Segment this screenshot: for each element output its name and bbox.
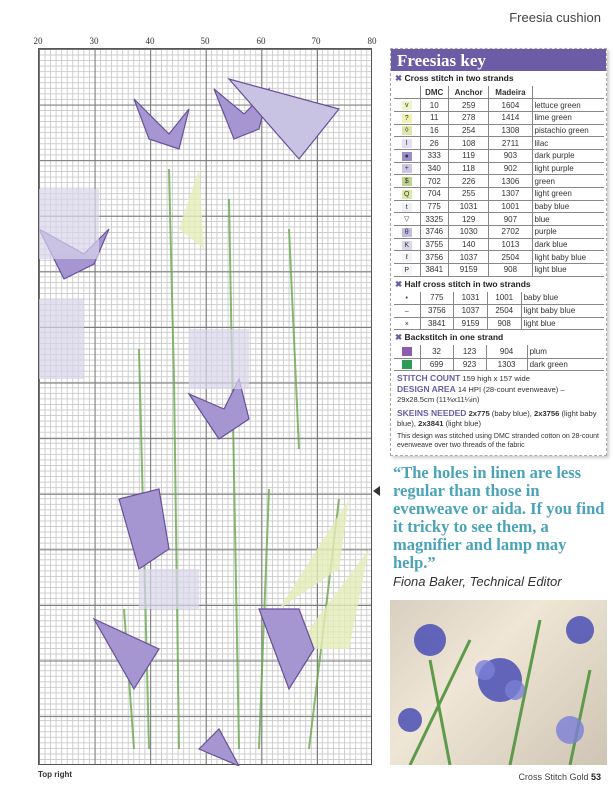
madeira: 908	[487, 317, 521, 330]
cross-stitch-table	[394, 86, 604, 277]
colour-name: dark purple	[532, 149, 604, 162]
colour-name: light blue	[532, 264, 604, 277]
note: This design was stitched using DMC stranded cotton on 28-count evenweave over two threads of the fabric	[397, 433, 599, 450]
key-row	[394, 124, 604, 137]
madeira: 2504	[487, 305, 521, 318]
dmc: 3841	[420, 264, 448, 277]
pull-quote-block	[390, 464, 607, 590]
madeira: 2504	[489, 251, 532, 264]
section-label: Half cross stitch in two strands	[404, 278, 531, 289]
key-row	[394, 292, 604, 305]
backstitch-line-icon	[394, 345, 420, 358]
dmc: 3325	[420, 213, 448, 226]
cross-icon: ✖	[395, 73, 403, 83]
dmc: 704	[420, 188, 448, 201]
dmc: 32	[420, 345, 453, 358]
skein-desc: (light baby blue),	[397, 409, 597, 429]
col-header: DMC	[420, 86, 448, 99]
key-row	[394, 226, 604, 239]
section-label: Backstitch in one strand	[404, 332, 504, 343]
anchor: 255	[448, 188, 488, 201]
madeira: 1001	[489, 200, 532, 213]
anchor: 1031	[448, 200, 488, 213]
anchor: 123	[453, 345, 486, 358]
madeira: 1308	[489, 124, 532, 137]
colour-name: baby blue	[521, 292, 604, 305]
anchor: 1037	[454, 305, 488, 318]
madeira: 2702	[489, 226, 532, 239]
key-title: Freesias key	[391, 49, 606, 71]
key-row	[394, 305, 604, 318]
col-header: Anchor	[448, 86, 488, 99]
section-label: Cross stitch in two strands	[404, 73, 514, 83]
madeira: 1013	[489, 238, 532, 251]
pull-quote: “The holes in linen are less regular than those in evenweave or aida. If you find it tricky to see them, a magnifier and lamp may help.”	[393, 463, 605, 573]
symbol-icon: ▽	[394, 213, 420, 226]
dmc: 702	[420, 175, 448, 188]
label: STITCH COUNT	[397, 373, 461, 384]
symbol-icon: t	[394, 200, 420, 213]
colour-name: dark green	[527, 358, 604, 371]
madeira: 1604	[489, 99, 532, 112]
anchor: 278	[448, 111, 488, 124]
chart-motif	[39, 49, 373, 766]
symbol-icon: I	[394, 137, 420, 150]
key-row	[394, 200, 604, 213]
key-row	[394, 358, 604, 371]
anchor: 259	[448, 99, 488, 112]
key-row	[394, 111, 604, 124]
col-num: 80	[367, 36, 377, 46]
colour-name: light blue	[521, 317, 604, 330]
anchor: 108	[448, 137, 488, 150]
key-panel	[390, 48, 607, 456]
symbol-icon: ×	[394, 317, 420, 330]
symbol-icon: Q	[394, 188, 420, 201]
symbol-icon: v	[394, 99, 420, 112]
key-row	[394, 264, 604, 277]
dmc: 10	[420, 99, 448, 112]
anchor: 1030	[448, 226, 488, 239]
anchor: 129	[448, 213, 488, 226]
key-row	[394, 99, 604, 112]
colour-name: purple	[532, 226, 604, 239]
symbol-icon: θ	[394, 226, 420, 239]
symbol-icon: K	[394, 238, 420, 251]
dmc: 3756	[420, 305, 454, 318]
dmc: 775	[420, 200, 448, 213]
madeira: 907	[489, 213, 532, 226]
key-row	[394, 251, 604, 264]
design-area: 14 HPI (28-count evenweave) – 29x28.5cm (11⅜x11¼in)	[397, 385, 565, 405]
symbol-icon: +	[394, 162, 420, 175]
dmc: 3755	[420, 238, 448, 251]
anchor: 140	[448, 238, 488, 251]
col-num: 60	[256, 36, 266, 46]
colour-name: pistachio green	[532, 124, 604, 137]
dmc: 775	[420, 292, 454, 305]
skein: 2x3841	[418, 419, 444, 429]
symbol-icon: ●	[394, 149, 420, 162]
madeira: 1306	[489, 175, 532, 188]
symbol-icon: ℓ	[394, 251, 420, 264]
colour-name: light baby blue	[521, 305, 604, 318]
madeira: 902	[489, 162, 532, 175]
colour-name: plum	[527, 345, 604, 358]
magazine-name: Cross Stitch Gold	[518, 772, 589, 782]
col-num: 40	[145, 36, 155, 46]
key-row	[394, 175, 604, 188]
quote-attribution: Fiona Baker, Technical Editor	[393, 574, 562, 590]
symbol-icon: $	[394, 175, 420, 188]
colour-name: blue	[532, 213, 604, 226]
anchor: 226	[448, 175, 488, 188]
dmc: 11	[420, 111, 448, 124]
right-column	[390, 48, 607, 590]
colour-name: green	[532, 175, 604, 188]
madeira: 903	[489, 149, 532, 162]
chart-section-label: Top right	[38, 770, 73, 779]
key-row	[394, 213, 604, 226]
dmc: 340	[420, 162, 448, 175]
anchor: 254	[448, 124, 488, 137]
page-number: 53	[590, 772, 601, 782]
anchor: 9159	[448, 264, 488, 277]
anchor: 1037	[448, 251, 488, 264]
section-heading	[391, 71, 606, 86]
backstitch-line-icon	[394, 358, 420, 371]
dmc: 16	[420, 124, 448, 137]
dmc: 333	[420, 149, 448, 162]
skein-desc: (light blue)	[443, 419, 482, 429]
col-num: 70	[311, 36, 321, 46]
symbol-icon: •	[394, 292, 420, 305]
colour-name: light purple	[532, 162, 604, 175]
madeira: 904	[486, 345, 527, 358]
label: SKEINS NEEDED	[397, 408, 467, 419]
colour-name: baby blue	[532, 200, 604, 213]
stitched-photo	[390, 600, 607, 765]
cross-stitch-chart	[38, 48, 372, 765]
dmc: 3746	[420, 226, 448, 239]
col-num: 30	[89, 36, 99, 46]
anchor: 1031	[454, 292, 488, 305]
colour-name: light baby blue	[532, 251, 604, 264]
key-row	[394, 149, 604, 162]
madeira: 908	[489, 264, 532, 277]
col-header: Madeira	[489, 86, 532, 99]
skein: 2x775	[468, 409, 490, 419]
label: DESIGN AREA	[397, 384, 456, 395]
anchor: 923	[453, 358, 486, 371]
colour-name: lilac	[532, 137, 604, 150]
colour-name: lettuce green	[532, 99, 604, 112]
anchor: 118	[448, 162, 488, 175]
photo-image	[390, 600, 607, 765]
stitch-info	[391, 371, 606, 452]
skein: 2x3756	[534, 409, 560, 419]
dmc: 26	[420, 137, 448, 150]
symbol-icon: ◊	[394, 124, 420, 137]
madeira: 1303	[486, 358, 527, 371]
backstitch-table	[394, 345, 604, 371]
madeira: 1307	[489, 188, 532, 201]
cross-icon: ✖	[395, 278, 403, 289]
half-stitch-table	[394, 292, 604, 331]
centre-arrow-icon	[373, 486, 380, 496]
colour-name: dark blue	[532, 238, 604, 251]
madeira: 1001	[487, 292, 521, 305]
dmc: 699	[420, 358, 453, 371]
page-footer	[518, 772, 601, 782]
dmc: 3756	[420, 251, 448, 264]
madeira: 1414	[489, 111, 532, 124]
column-numbers	[0, 36, 390, 48]
madeira: 2711	[489, 137, 532, 150]
col-num: 50	[200, 36, 210, 46]
section-heading	[391, 277, 606, 292]
key-row	[394, 238, 604, 251]
anchor: 9159	[454, 317, 488, 330]
symbol-icon: P	[394, 264, 420, 277]
colour-name: light green	[532, 188, 604, 201]
key-row	[394, 188, 604, 201]
dmc: 3841	[420, 317, 454, 330]
section-heading	[391, 330, 606, 345]
anchor: 119	[448, 149, 488, 162]
symbol-icon: –	[394, 305, 420, 318]
symbol-icon: ?	[394, 111, 420, 124]
cross-icon: ✖	[395, 332, 403, 343]
col-num: 20	[33, 36, 43, 46]
key-row	[394, 345, 604, 358]
page-header: Freesia cushion	[509, 10, 601, 25]
colour-name: lime green	[532, 111, 604, 124]
key-row	[394, 162, 604, 175]
key-row	[394, 317, 604, 330]
stitch-count: 159 high x 157 wide	[462, 374, 530, 384]
key-row	[394, 137, 604, 150]
skein-desc: (baby blue),	[489, 409, 535, 419]
